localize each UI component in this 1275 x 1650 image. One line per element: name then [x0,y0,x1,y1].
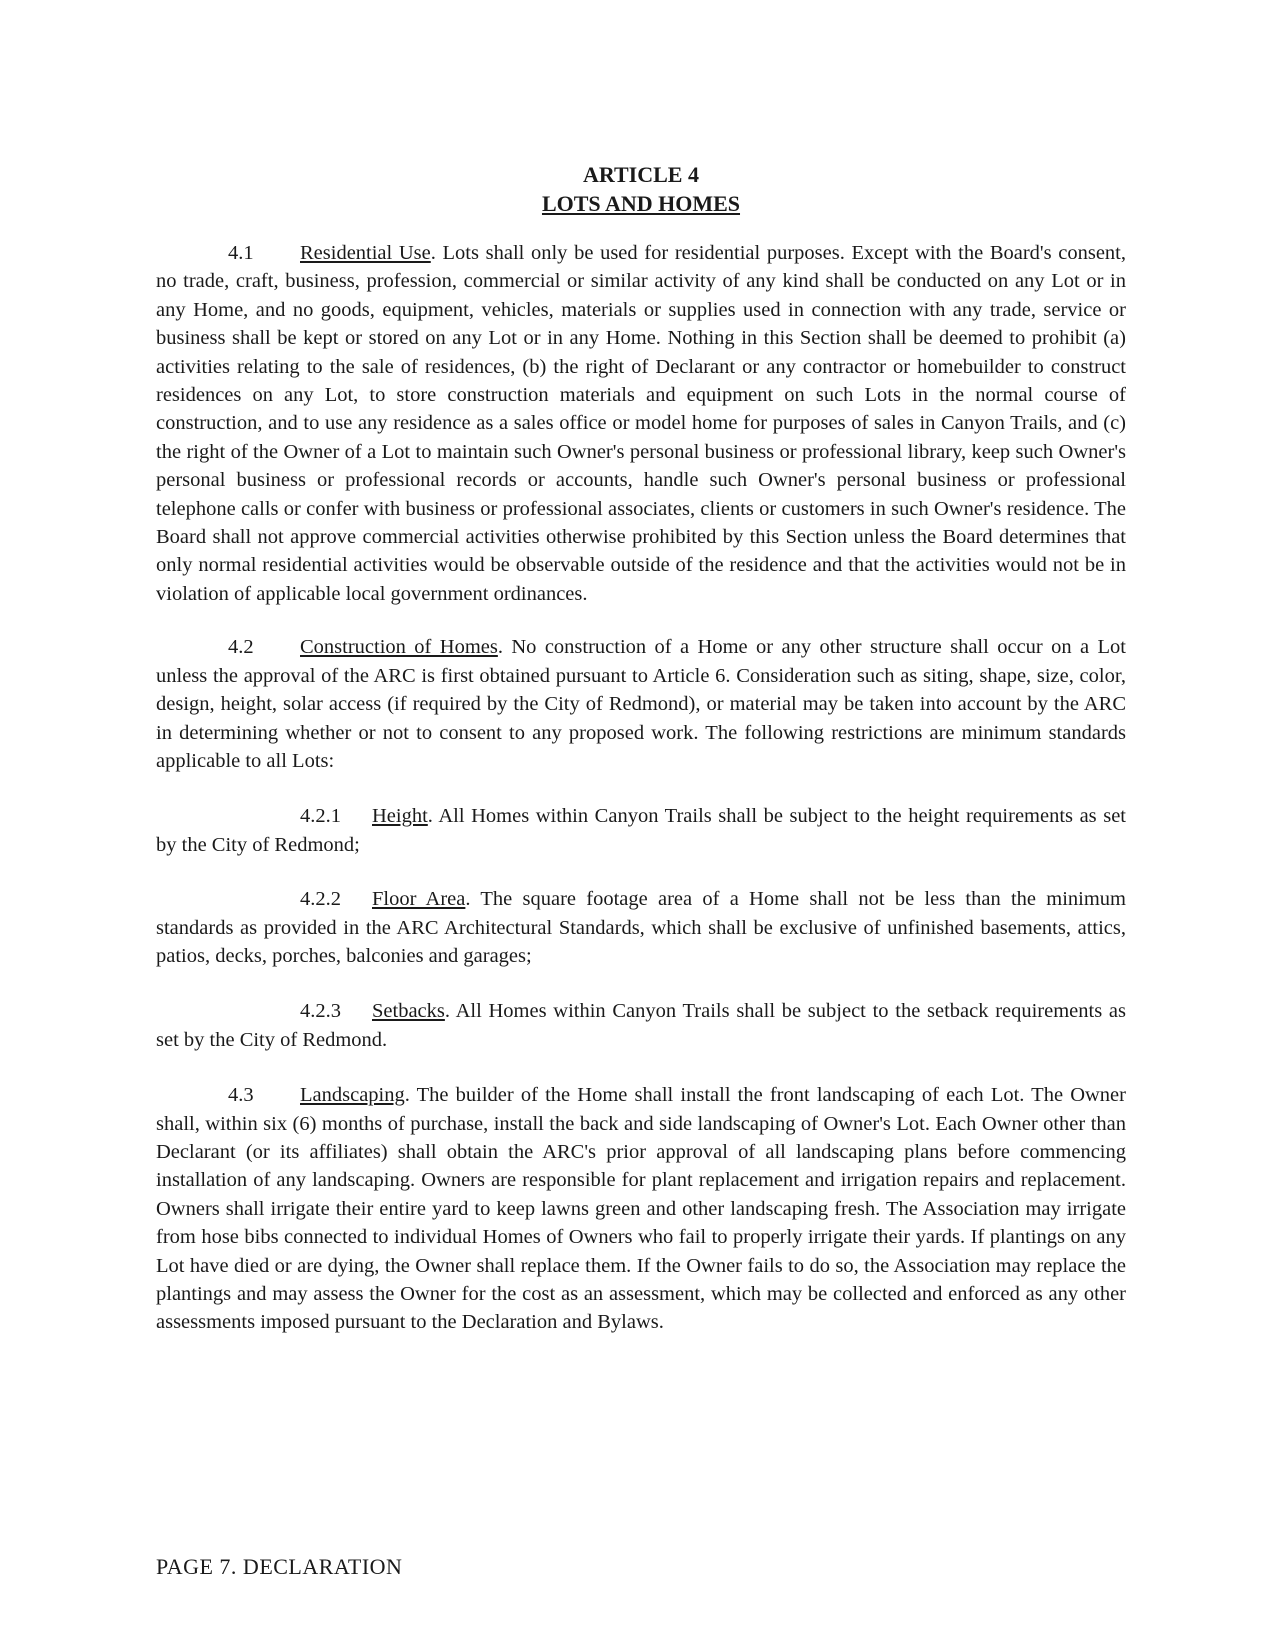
section-4-2-1 [156,802,1126,859]
section-number: 4.2.1 [300,805,341,828]
section-body: . All Homes within Canyon Trails shall be subject to the height requirements as set by the City of Redmond; [156,805,1126,856]
article-number: ARTICLE 4 [583,162,699,187]
section-number: 4.2.3 [300,1000,341,1023]
section-title: Height [372,805,428,828]
section-4-3 [156,1081,1126,1337]
document-page [156,160,1126,1337]
section-title: Landscaping [300,1084,405,1107]
section-4-1 [156,239,1126,608]
section-body: . The builder of the Home shall install the front landscaping of each Lot. The Owner shall, within six (6) months of purchase, install the back and side landscaping of Owner's Lot. Each Owner other than Declarant (or its affiliates) shall obtain the ARC's prior approval of all landscaping plans before commencing installation of any landscaping. Owners are responsible for plant replacement and irrigation repairs and replacement. Owners shall irrigate their entire yard to keep lawns green and other landscaping fresh. The Association may irrigate from hose bibs connected to individual Homes of Owners who fail to properly irrigate their yards. If plantings on any Lot have died or are dying, the Owner shall replace them. If the Owner fails to do so, the Association may replace the plantings and may assess the Owner for the cost as an assessment, which may be collected and enforced as any other assessments imposed pursuant to the Declaration and Bylaws. [156,1084,1126,1334]
section-number: 4.2.2 [300,888,341,911]
section-title: Residential Use [300,242,431,264]
section-number: 4.1 [228,242,254,264]
section-title: Construction of Homes [300,636,498,659]
article-heading [156,160,1126,218]
section-title: Setbacks [372,1000,445,1023]
section-title: Floor Area [372,888,466,911]
section-body: . Lots shall only be used for residential purposes. Except with the Board's consent, no trade, craft, business, profession, commercial or similar activity of any kind shall be conducted on any Lot or in any Home, and no goods, equipment, vehicles, materials or supplies used in connection with any trade, service or business shall be kept or stored on any Lot or in any Home. Nothing in this Section shall be deemed to prohibit (a) activities relating to the sale of residences, (b) the right of Declarant or any contractor or homebuilder to construct residences on any Lot, to store construction materials and equipment on such Lots in the normal course of construction, and to use any residence as a sales office or model home for purposes of sales in Canyon Trails, and (c) the right of the Owner of a Lot to maintain such Owner's personal business or professional library, keep such Owner's personal business or professional records or accounts, handle such Owner's personal business or professional telephone calls or confer with business or professional associates, clients or customers in such Owner's residence. The Board shall not approve commercial activities otherwise prohibited by this Section unless the Board determines that only normal residential activities would be observable outside of the residence and that the activities would not be in violation of applicable local government ordinances. [156,242,1126,605]
section-4-2-2 [156,885,1126,970]
section-body: . The square footage area of a Home shall not be less than the minimum standards as provided in the ARC Architectural Standards, which shall be exclusive of unfinished basements, attics, patios, decks, porches, balconies and garages; [156,888,1126,967]
section-body: . All Homes within Canyon Trails shall be subject to the setback requirements as set by the City of Redmond. [156,1000,1126,1051]
section-4-2-3 [156,997,1126,1054]
page-footer: PAGE 7. DECLARATION [156,1554,403,1579]
section-number: 4.2 [228,636,254,659]
article-title: LOTS AND HOMES [541,191,741,216]
section-4-2 [156,633,1126,775]
section-number: 4.3 [228,1084,254,1107]
section-body: . No construction of a Home or any other structure shall occur on a Lot unless the approval of the ARC is first obtained pursuant to Article 6. Consideration such as siting, shape, size, color, design, height, solar access (if required by the City of Redmond), or material may be taken into account by the ARC in determining whether or not to consent to any proposed work. The following restrictions are minimum standards applicable to all Lots: [156,636,1126,772]
